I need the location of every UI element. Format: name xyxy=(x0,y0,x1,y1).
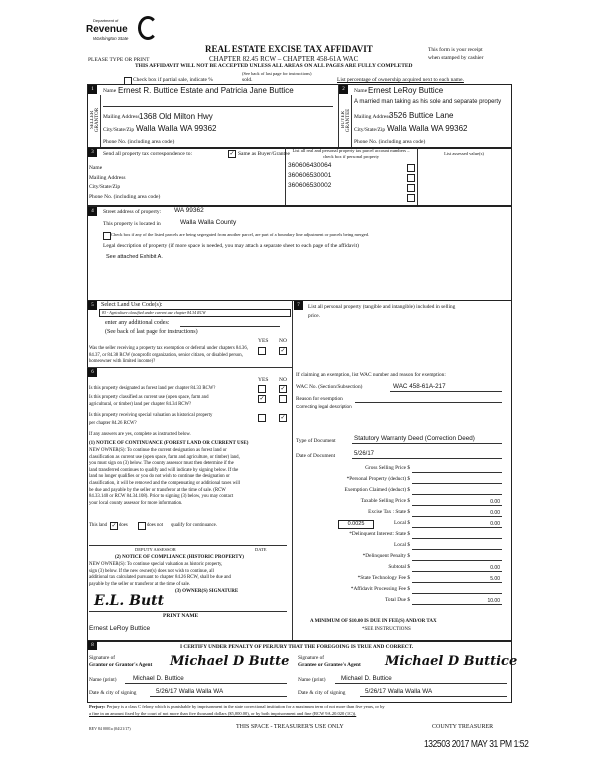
legal-description[interactable]: See attached Exhibit A. xyxy=(106,254,163,260)
street-address[interactable]: WA 99362 xyxy=(174,207,204,214)
current-use-yes-checkbox[interactable]: ✓ xyxy=(259,395,265,402)
tax-row-label: *State Technology Fee $ xyxy=(357,575,410,581)
deputy-assessor-label: DEPUTY ASSESSOR xyxy=(135,547,176,552)
sec5-no-checkbox[interactable]: ✓ xyxy=(280,347,286,354)
buyer-name-2[interactable]: A married man taking as his sole and separate property xyxy=(354,99,502,105)
personal-property-label: List all personal property (tangible and intangible) included in selling xyxy=(308,304,456,310)
does-not-checkbox[interactable] xyxy=(138,522,146,530)
if-yes-note: If any answers are yes, complete as instructed below. xyxy=(89,432,191,437)
wac-number[interactable]: WAC 458-61A-217 xyxy=(393,383,446,390)
tax-row-label: Excise Tax : State $ xyxy=(368,509,410,515)
grantor-signature[interactable]: Michael D Butte xyxy=(170,654,290,669)
does-label: does xyxy=(119,523,128,528)
parcel-2[interactable]: 360606530001 xyxy=(288,172,332,179)
tax-row-label: *Personal Property (deduct) $ xyxy=(346,476,410,482)
notice-line: 84.33.140 or RCW 84.34.108). Prior to signing (3) below, you may contact xyxy=(89,494,234,500)
local-rate-field[interactable]: 0.0025 xyxy=(338,520,374,529)
sold-label: sold. xyxy=(242,77,253,83)
section-1-number: 1 xyxy=(88,85,97,94)
continuance-title: (1) NOTICE OF CONTINUANCE (FOREST LAND OR CURRENT USE) xyxy=(89,441,249,446)
segregated-checkbox[interactable] xyxy=(103,232,111,240)
parcel-1[interactable]: 360606430064 xyxy=(288,162,332,169)
historic-question: Is this property receiving special valuation as historical property xyxy=(89,413,213,418)
section-8-number: 8 xyxy=(88,641,97,650)
notice-line: classification, it will be removed and the compensating or additional taxes will xyxy=(89,480,241,486)
land-use-label: Select Land Use Code(s): xyxy=(101,302,163,308)
seller-city[interactable]: Walla Walla WA 99362 xyxy=(136,124,217,133)
tax-row-label: Local $ xyxy=(393,542,410,548)
section-6-number: 6 xyxy=(88,368,97,377)
forest-question: Is this property designated as forest land per chapter 84.33 RCW? xyxy=(89,386,216,391)
sec6-no-header: NO xyxy=(279,377,287,383)
tax-row-label: *Affidavit Processing Fee $ xyxy=(350,586,410,592)
tax-row-label: Taxable Selling Price $ xyxy=(360,498,410,504)
tax-row-label: Subtotal $ xyxy=(388,564,410,570)
tax-row-label: Exemption Claimed (deduct) $ xyxy=(344,487,410,493)
historic-yes-checkbox[interactable] xyxy=(258,414,266,422)
this-land-label: This land xyxy=(89,523,107,528)
segregated-label: Check box if any of the listed parcels are being segregated from another parcel, are part of a boundary line adjustment or parcels being merged. xyxy=(111,232,370,237)
grantor-date-label: Date & city of signing xyxy=(89,690,137,696)
notice-line: NEW OWNER(S): To continue the current designation as forest land or xyxy=(89,448,227,453)
buyer-phone-label: Phone No. (including area code) xyxy=(354,139,426,145)
tax-row-value[interactable]: 0.00 xyxy=(490,499,500,505)
historic-no-checkbox[interactable]: ✓ xyxy=(280,414,286,421)
doc-date-label: Date of Document xyxy=(296,453,336,459)
seller-phone-label: Phone No. (including area code) xyxy=(103,139,175,145)
grantee-name-label: Name (print) xyxy=(298,677,326,683)
does-not-label: does not xyxy=(147,523,164,528)
minimum-note: A MINIMUM OF $10.00 IS DUE IN FEE(S) AND/OR TAX xyxy=(310,619,437,624)
grantee-date[interactable]: 5/26/17 Walla Walla WA xyxy=(365,688,433,695)
grantor-name-label: Name (print) xyxy=(89,677,117,683)
notice-line: land transferred continues to qualify and will indicate by signing below. If the xyxy=(89,467,239,473)
section-4-number: 4 xyxy=(88,207,97,216)
grantor-print-name[interactable]: Michael D. Buttice xyxy=(133,675,184,682)
tax-row-value[interactable]: 5.00 xyxy=(490,576,500,582)
buyer-label: BUYER GRANTEE xyxy=(341,108,351,132)
yes-header: YES xyxy=(258,338,269,344)
tax-row-value[interactable]: 0.00 xyxy=(490,510,500,516)
sec5-yes-checkbox[interactable] xyxy=(258,347,266,355)
buyer-mail-label: Mailing Address xyxy=(354,114,391,120)
forest-yes-checkbox[interactable] xyxy=(258,385,266,393)
reason-label: Reason for exemption xyxy=(296,396,343,402)
owner-print-name[interactable]: Ernest LeRoy Buttice xyxy=(89,625,151,632)
document-date[interactable]: 5/26/17 xyxy=(354,451,375,457)
compliance-text xyxy=(89,562,231,588)
tax-row-value[interactable]: 0.00 xyxy=(490,521,500,527)
legal-label: Legal description of property (if more space is needed, you may attach a separate sheet to each page of the affidavit) xyxy=(103,243,359,249)
treasurer-use: THIS SPACE - TREASURER'S USE ONLY xyxy=(236,724,344,730)
continuance-text xyxy=(89,448,240,507)
notice-line: additional tax calculated pursuant to chapter 84.26 RCW, shall be due and xyxy=(89,575,231,581)
chapter-line: CHAPTER 82.45 RCW – CHAPTER 458-61A WAC xyxy=(209,55,359,63)
buyer-name[interactable]: Ernest LeRoy Buttice xyxy=(368,86,444,95)
grantee-sig-label: Signature of xyxy=(298,655,325,661)
tax-row-value[interactable]: 0.00 xyxy=(490,565,500,571)
notice-line: NEW OWNER(S): To continue special valuation as historic property, xyxy=(89,562,223,567)
please-type: PLEASE TYPE OR PRINT xyxy=(88,57,150,63)
sec5-see-back: (See back of last page for instructions) xyxy=(105,329,198,335)
exemption-question: Was the seller receiving a property tax exemption or deferral under chapters 84.36, 84.37, or 84.38 RCW (nonprofit organization, senior citizen, or disabled person, homeowner with limited income)? xyxy=(89,346,248,364)
notice-line: land no longer qualifies or you do not wish to continue the designation or xyxy=(89,474,230,480)
notice-line: you must sign on (3) below. The county assessor must then determine if the xyxy=(89,461,234,467)
grantee-date-label: Date & city of signing xyxy=(298,690,346,696)
county-treasurer: COUNTY TREASURER xyxy=(432,724,494,730)
seller-mail-label: Mailing Address xyxy=(103,114,140,120)
seller-mail[interactable]: 1368 Old Milton Hwy xyxy=(139,112,213,121)
street-label: Street address of property: xyxy=(103,209,162,215)
notice-line: your local county assessor for more information. xyxy=(89,500,183,506)
buyer-city[interactable]: Walla Walla WA 99362 xyxy=(387,124,468,133)
parcel-header: List all real and personal property tax parcel account numbers – check box if personal property xyxy=(292,148,410,159)
grantor-sig-label: Signature of xyxy=(89,655,116,661)
current-use-no-checkbox[interactable] xyxy=(279,395,287,403)
section-2-number: 2 xyxy=(339,85,348,94)
section-5-number: 5 xyxy=(88,301,97,310)
perjury-line-1: Perjury: Perjury is a class C felony which is punishable by imprisonment in the state correctional institution for a maximum term of not more than five years, or by xyxy=(89,704,385,709)
seller-name[interactable]: Ernest R. Buttice Estate and Patricia Jane Buttice xyxy=(118,86,294,95)
grantor-date[interactable]: 5/26/17 Walla Walla WA xyxy=(156,688,224,695)
county[interactable]: Walla Walla County xyxy=(180,219,237,226)
see-instructions: *SEE INSTRUCTIONS xyxy=(362,627,411,632)
wac-label: WAC No. (Section/Subsection) xyxy=(296,384,363,390)
exemption-label: If claiming an exemption, list WAC number and reason for exemption: xyxy=(296,372,446,378)
corr-mail-label: Mailing Address xyxy=(89,175,126,181)
seller-city-label: City/State/Zip xyxy=(103,127,135,133)
tax-row-label: *Delinquent Penalty $ xyxy=(362,553,410,559)
sec6-yes-header: YES xyxy=(258,377,269,383)
buyer-mail[interactable]: 3526 Buttice Lane xyxy=(389,111,454,120)
same-as-buyer-checkbox[interactable]: ✓ xyxy=(229,150,235,157)
logo-revenue: Revenue xyxy=(86,24,128,35)
tax-row-value[interactable]: 10.00 xyxy=(487,598,500,604)
partial-label: Check box if partial sale, indicate % xyxy=(133,77,213,83)
notice-line: classification as current use (open space, farm and agriculture, or timber) land, xyxy=(89,454,240,460)
qualify-label: qualify for continuance. xyxy=(171,523,217,528)
corr-city-label: City/State/Zip xyxy=(89,184,121,190)
personal-property-checkbox-2[interactable] xyxy=(407,174,415,182)
section-4 xyxy=(87,205,512,301)
personal-property-checkbox-1[interactable] xyxy=(407,164,415,172)
same-label: Same as Buyer/Grantee xyxy=(238,151,290,157)
perjury-line-2: a fine in an amount fixed by the court of not more than five thousand dollars ($5,000.00), or by both imprisonment and fine (RCW 9A.20.020 (1C)). xyxy=(89,711,357,716)
buyer-city-label: City/State/Zip xyxy=(354,127,386,133)
additional-codes-label: enter any additional codes: xyxy=(105,320,170,326)
owner-signature-label: (3) OWNER(S) SIGNATURE xyxy=(175,589,239,594)
does-checkbox[interactable]: ✓ xyxy=(111,522,117,529)
treasurer-stamp: 132503 2017 MAY 31 PM 1:52 xyxy=(424,739,529,750)
warning: THIS AFFIDAVIT WILL NOT BE ACCEPTED UNLESS ALL AREAS ON ALL PAGES ARE FULLY COMPLETED xyxy=(135,63,413,69)
grantee-print-name[interactable]: Michael D. Buttice xyxy=(341,675,392,682)
form-title: REAL ESTATE EXCISE TAX AFFIDAVIT xyxy=(205,44,373,54)
document-type[interactable]: Statutory Warranty Deed (Correction Deed) xyxy=(354,435,475,442)
located-label: This property is located in xyxy=(103,221,161,227)
notice-line: sign (3) below. If the new owner(s) does not wish to continue, all xyxy=(89,568,214,574)
doc-type-label: Type of Document xyxy=(296,438,336,444)
logo-dept: Department of xyxy=(93,18,119,23)
current-use-question-2: agricultural, or timber) land per chapter 84.34 RCW? xyxy=(89,402,192,407)
see-back: (See back of last page for instructions) xyxy=(242,71,312,76)
receipt-note-2: when stamped by cashier xyxy=(428,55,484,61)
certify-statement: I CERTIFY UNDER PENALTY OF PERJURY THAT THE FOREGOING IS TRUE AND CORRECT. xyxy=(180,644,414,650)
receipt-note: This form is your receipt xyxy=(428,47,483,53)
assessed-header: List assessed value(s) xyxy=(444,151,484,156)
personal-property-checkbox-3[interactable] xyxy=(407,184,415,192)
seller-label: SELLER GRANTOR xyxy=(90,107,100,133)
corr-name-label: Name xyxy=(89,165,103,171)
tax-row-label: Gross Selling Price $ xyxy=(365,465,410,471)
section-7-number: 7 xyxy=(294,301,303,310)
compliance-title: (2) NOTICE OF COMPLIANCE (HISTORIC PROPERTY) xyxy=(115,555,244,560)
land-use-code-select[interactable]: 83 - Agriculture classified under current use chapter 84.34 RCW xyxy=(99,309,291,317)
no-header: NO xyxy=(279,338,287,344)
rev-number: REV 84 0001a (04/21/17) xyxy=(89,726,131,731)
notice-line: payable by the seller or transferor at the time of sale. xyxy=(89,581,191,587)
grantor-agent-label: Grantor or Grantor's Agent xyxy=(89,662,153,668)
forest-no-checkbox[interactable]: ✓ xyxy=(280,385,286,392)
logo-state: Washington State xyxy=(93,36,129,41)
corr-phone-label: Phone No. (including area code) xyxy=(89,194,161,200)
current-use-question: Is this property classified as current use (open space, farm and xyxy=(89,395,209,400)
parcel-3[interactable]: 360606530002 xyxy=(288,182,332,189)
seller-name-label: Name xyxy=(103,88,117,94)
historic-question-2: per chapter 84.26 RCW? xyxy=(89,421,137,426)
tax-row-label: Local $ xyxy=(393,520,410,526)
grantee-signature[interactable]: Michael D Buttice xyxy=(385,654,518,669)
assessor-date-label: DATE xyxy=(255,547,267,552)
grantee-agent-label: Grantee or Grantee's Agent xyxy=(298,662,361,668)
personal-property-checkbox-4[interactable] xyxy=(407,194,415,202)
notice-line: be due and payable by the seller or transferor at the time of sale. (RCW xyxy=(89,487,226,493)
tax-row-label: *Delinquent Interest: State $ xyxy=(349,531,410,537)
revenue-logo-icon xyxy=(138,16,158,40)
exemption-reason[interactable]: Correcting legal description xyxy=(296,404,352,409)
buyer-name-label: Name xyxy=(354,88,368,94)
print-name-label: PRINT NAME xyxy=(163,613,199,619)
tax-row-label: Total Due $ xyxy=(385,597,410,603)
send-label: Send all property tax correspondence to: xyxy=(103,151,193,157)
price-label: price. xyxy=(308,313,320,319)
ownership-note: List percentage of ownership acquired next to each name. xyxy=(337,77,464,83)
owner-signature[interactable]: E.L. Butt xyxy=(94,593,165,609)
section-3-number: 3 xyxy=(88,148,97,157)
